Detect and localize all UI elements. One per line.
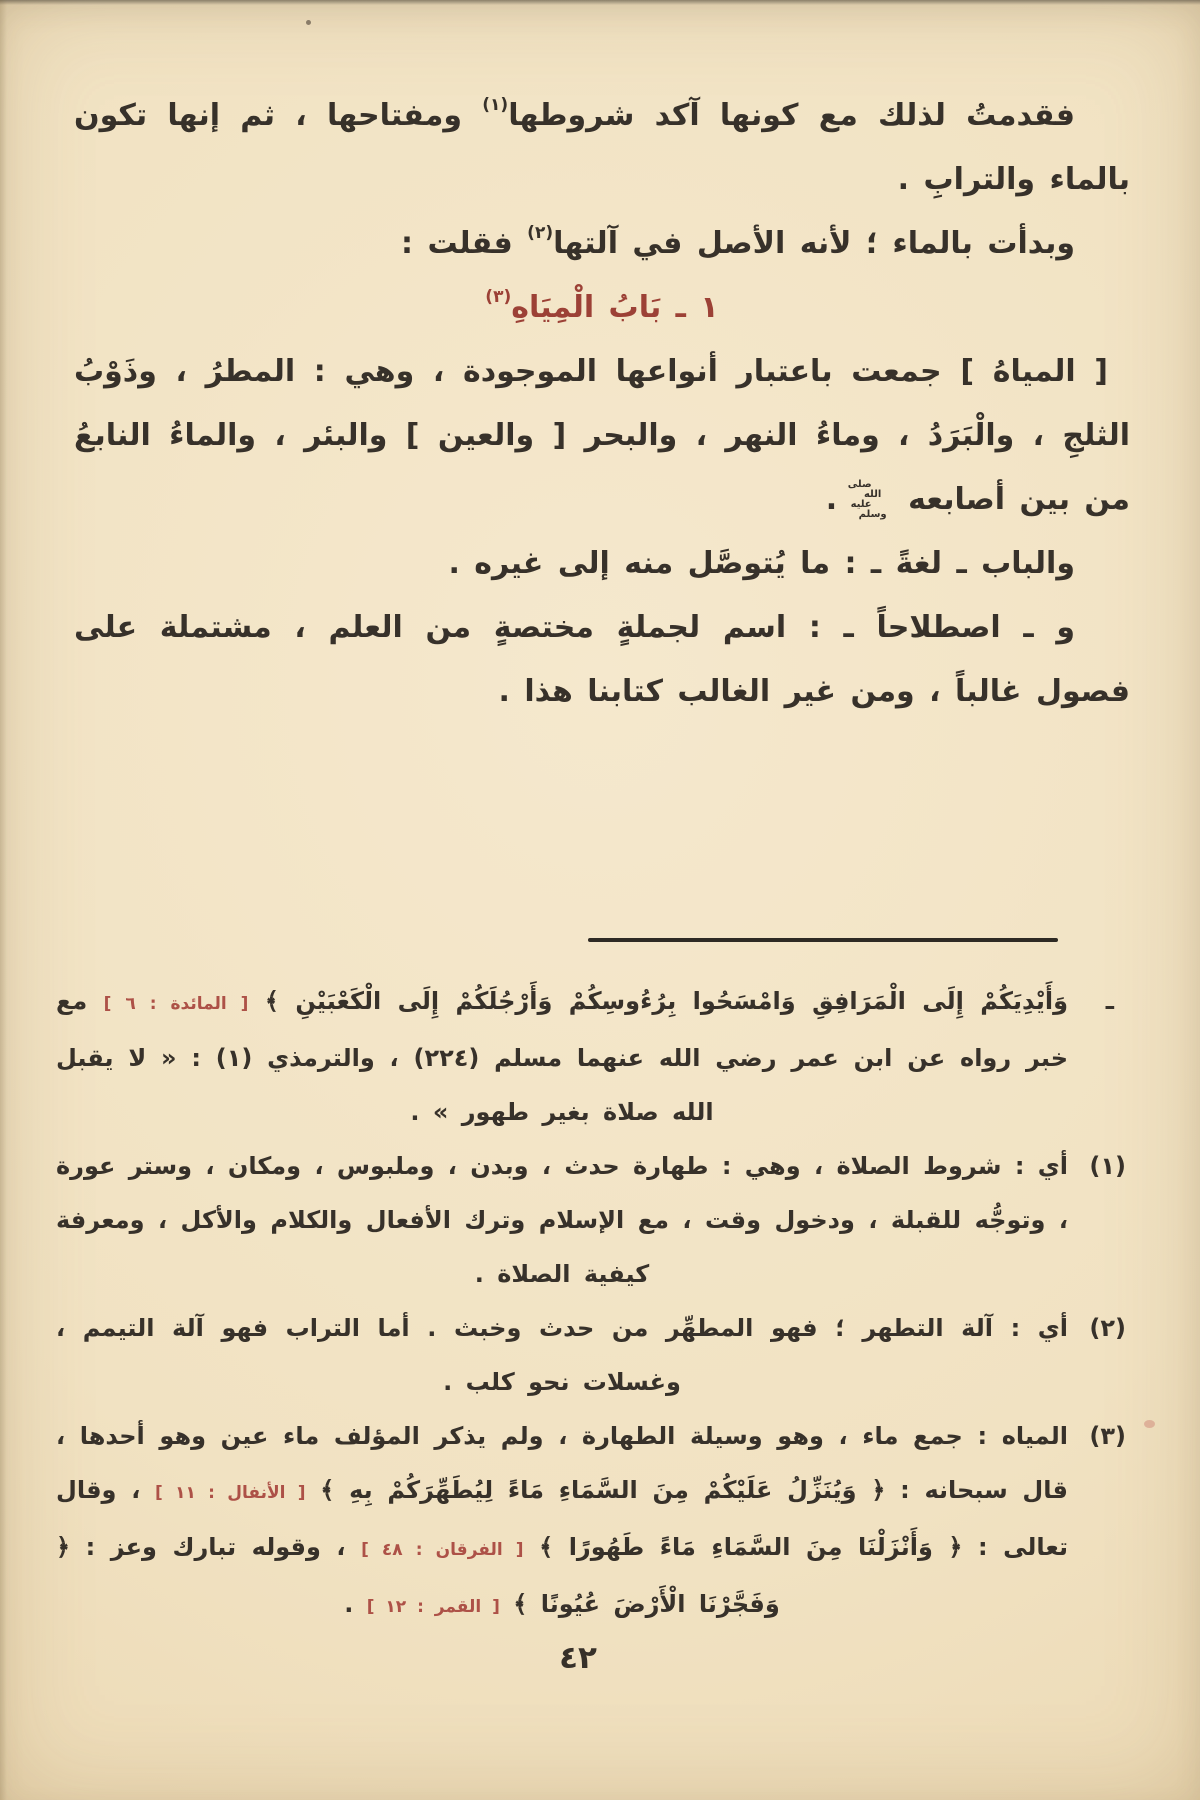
text-run: . <box>344 1590 367 1618</box>
footnote-number-1: (١) <box>1089 1152 1126 1180</box>
saw-honorific <box>847 479 894 520</box>
quran-verse: ﴿ وَفَجَّرْنَا الْأَرْضَ عُيُونًا ﴾ <box>56 1533 780 1618</box>
quran-reference-maidah: [ المائدة : ٦ ] <box>103 994 249 1014</box>
text-run: فقلت : <box>401 226 528 261</box>
text-run: و ـ اصطلاحاً ـ : اسم لجملةٍ مختصةٍ من العلم ، مشتملة على فصول غالباً ، ومن غير الغالب كتابنا هذا . <box>74 610 1130 709</box>
text-run: أي : شروط الصلاة ، وهي : طهارة حدث ، وبدن ، وملبوس ، ومكان ، وستر عورة ، وتوجُّه للقبلة ، ودخول وقت ، مع الإسلام وترك الأفعال والكلام والأكل ، ومعرفة كيفية الصلاة . <box>56 1152 1068 1288</box>
paragraph-began-with-water <box>74 212 1130 276</box>
footnotes-section <box>56 974 1130 1634</box>
footnote-number-3: (٣) <box>1089 1422 1126 1450</box>
footnote-1 <box>56 1139 1130 1301</box>
quran-verse: ﴿ وَيُنَزِّلُ عَلَيْكُمْ مِنَ السَّمَاءِ مَاءً لِيُطَهِّرَكُمْ بِهِ ﴾ <box>320 1476 886 1504</box>
paper-speck <box>1144 1420 1155 1428</box>
paper-speck <box>306 20 311 25</box>
quran-verse: ﴿ وَأَنْزَلْنَا مِنَ السَّمَاءِ مَاءً طَهُورًا ﴾ <box>539 1533 963 1561</box>
footnote-divider <box>588 938 1058 942</box>
footnote-marker-3: (٣) <box>485 287 512 307</box>
footnote-continuation <box>56 974 1130 1139</box>
paragraph-bab-terminology <box>74 596 1130 724</box>
footnote-3 <box>56 1409 1130 1634</box>
text-run: ، وقال تعالى : <box>56 1476 1068 1561</box>
text-run: . <box>825 482 852 517</box>
text-run: مع خبر رواه عن ابن عمر رضي الله عنهما مسلم (٢٢٤) ، والترمذي (١) : « لا يقبل الله صلاة بغير طهور » . <box>56 987 1068 1126</box>
continuation-dash: ـ <box>1105 987 1114 1015</box>
page-number: ٤٢ <box>559 1640 597 1676</box>
quran-verse: وَأَيْدِيَكُمْ إِلَى الْمَرَافِقِ وَامْسَحُوا بِرُءُوسِكُمْ وَأَرْجُلَكُمْ إِلَى الْكَعْبَيْنِ ﴾ <box>264 987 1069 1015</box>
quran-reference-anfal: [ الأنفال : ١١ ] <box>155 1483 306 1503</box>
quran-reference-qamar: [ القمر : ١٢ ] <box>366 1597 500 1617</box>
quran-reference-furqan: [ الفرقان : ٤٨ ] <box>361 1540 524 1560</box>
saw-line-2: عليه وسلم <box>850 499 887 520</box>
saw-line-1: صلى الله <box>847 479 882 500</box>
text-run: [ المياهُ ] جمعت باعتبار أنواعها الموجودة ، وهي : المطرُ ، وذَوْبُ الثلجِ ، والْبَرَدُ ، وماءُ النهر ، والبحر [ والعين ] والبئر ، والماءُ النابعُ من بين أصابعه <box>74 354 1130 517</box>
footnote-number-2: (٢) <box>1089 1314 1126 1342</box>
text-run: ، وقوله تبارك وعز : <box>70 1533 362 1561</box>
scan-edge-left <box>0 0 7 1800</box>
text-run: وبدأت بالماء ؛ لأنه الأصل في آلتها <box>553 226 1075 261</box>
paragraph-intro <box>74 84 1130 212</box>
footnote-marker-2: (٢) <box>527 223 554 243</box>
text-run: والباب ـ لغةً ـ : ما يُتوصَّل منه إلى غيره . <box>448 546 1075 581</box>
main-text <box>74 84 1130 724</box>
text-run: ومفتاحها ، ثم إنها تكون بالماء والترابِ . <box>74 98 1130 197</box>
text-run: فقدمتُ لذلك مع كونها آكد شروطها <box>508 98 1076 133</box>
footnote-marker-1: (١) <box>482 95 509 115</box>
paragraph-bab-language <box>74 532 1130 596</box>
scan-edge-top <box>0 0 1200 5</box>
paragraph-water-types <box>74 340 1130 532</box>
chapter-heading <box>74 276 1130 340</box>
text-run: المياه : جمع ماء ، وهو وسيلة الطهارة ، ولم يذكر المؤلف ماء عين وهو أحدها ، قال سبحانه : <box>56 1422 1068 1504</box>
chapter-heading-text: ١ ـ بَابُ الْمِيَاهِ <box>511 290 719 325</box>
text-run: أي : آلة التطهر ؛ فهو المطهِّر من حدث وخبث . أما التراب فهو آلة التيمم ، وغسلات نحو كلب . <box>56 1314 1068 1396</box>
footnote-2 <box>56 1301 1130 1409</box>
